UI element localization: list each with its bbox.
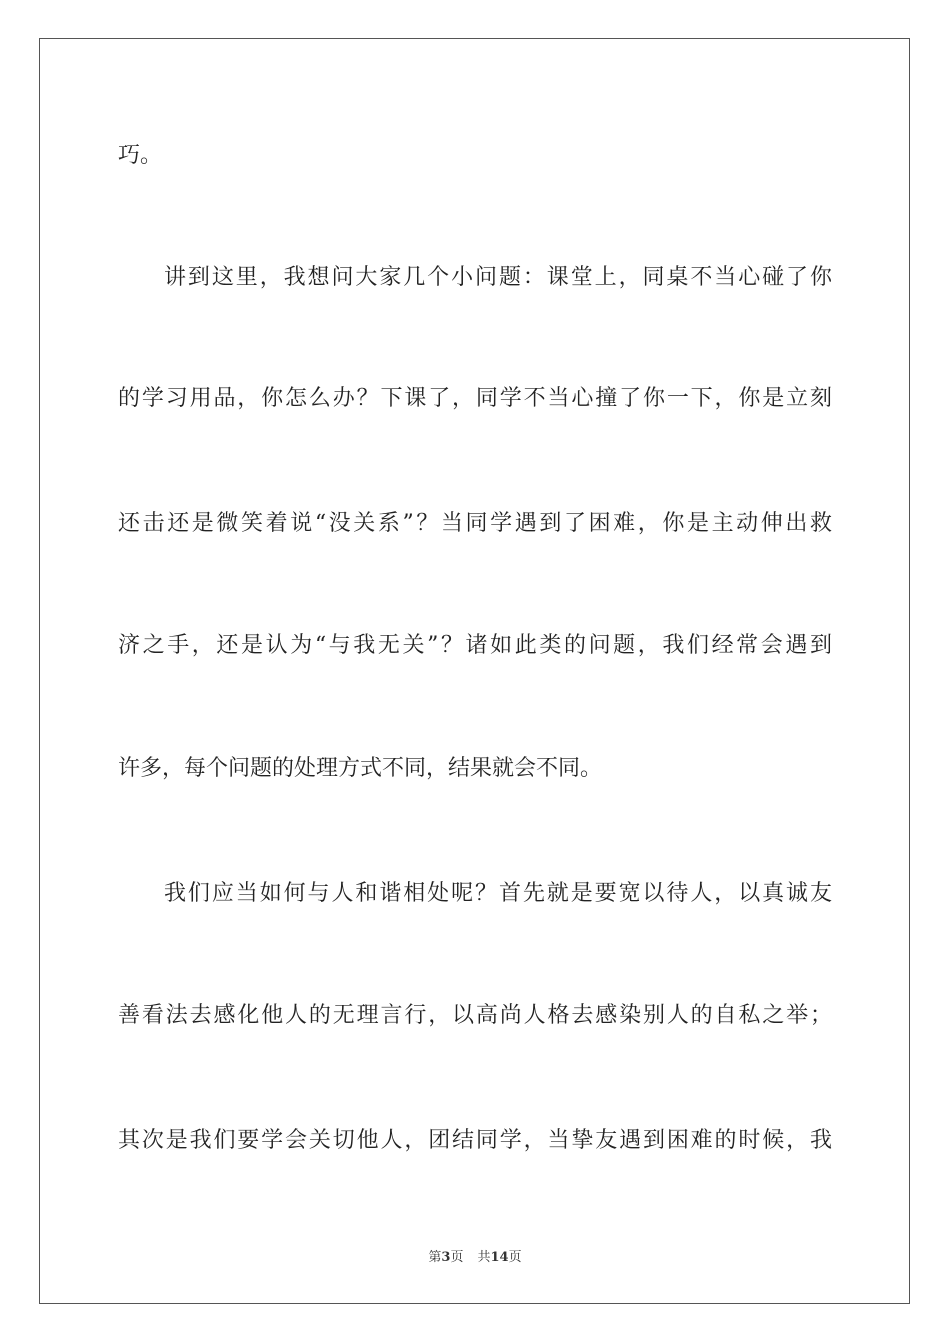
paragraph-3-line-2: 善看法去感化他人的无理言行，以高尚人格去感染别人的自私之举； (118, 1003, 832, 1028)
paragraph-3-line-3: 其次是我们要学会关切他人，团结同学，当挚友遇到困难的时候，我 (118, 1128, 832, 1153)
text-line-1: 巧。 (118, 143, 163, 168)
footer-total-suffix: 页 (508, 1250, 522, 1265)
page-border (39, 38, 910, 1304)
paragraph-2-line-5: 许多，每个问题的处理方式不同，结果就会不同。 (118, 756, 603, 781)
footer-total-prefix: 共 (477, 1250, 491, 1265)
footer-page-number: 3 (441, 1250, 451, 1265)
footer-page-suffix: 页 (450, 1250, 464, 1265)
footer-page-prefix: 第 (428, 1250, 442, 1265)
paragraph-2-line-2: 的学习用品，你怎么办？下课了，同学不当心撞了你一下，你是立刻 (118, 386, 832, 411)
paragraph-2-line-3: 还击还是微笑着说“没关系”？当同学遇到了困难，你是主动伸出救 (118, 511, 832, 536)
footer-total-pages: 14 (490, 1250, 509, 1265)
page-footer (0, 1250, 950, 1266)
paragraph-3-line-1: 我们应当如何与人和谐相处呢？首先就是要宽以待人，以真诚友 (164, 881, 832, 906)
paragraph-2-line-4: 济之手，还是认为“与我无关”？诸如此类的问题，我们经常会遇到 (118, 633, 832, 658)
paragraph-2-line-1: 讲到这里，我想问大家几个小问题：课堂上，同桌不当心碰了你 (164, 265, 832, 290)
